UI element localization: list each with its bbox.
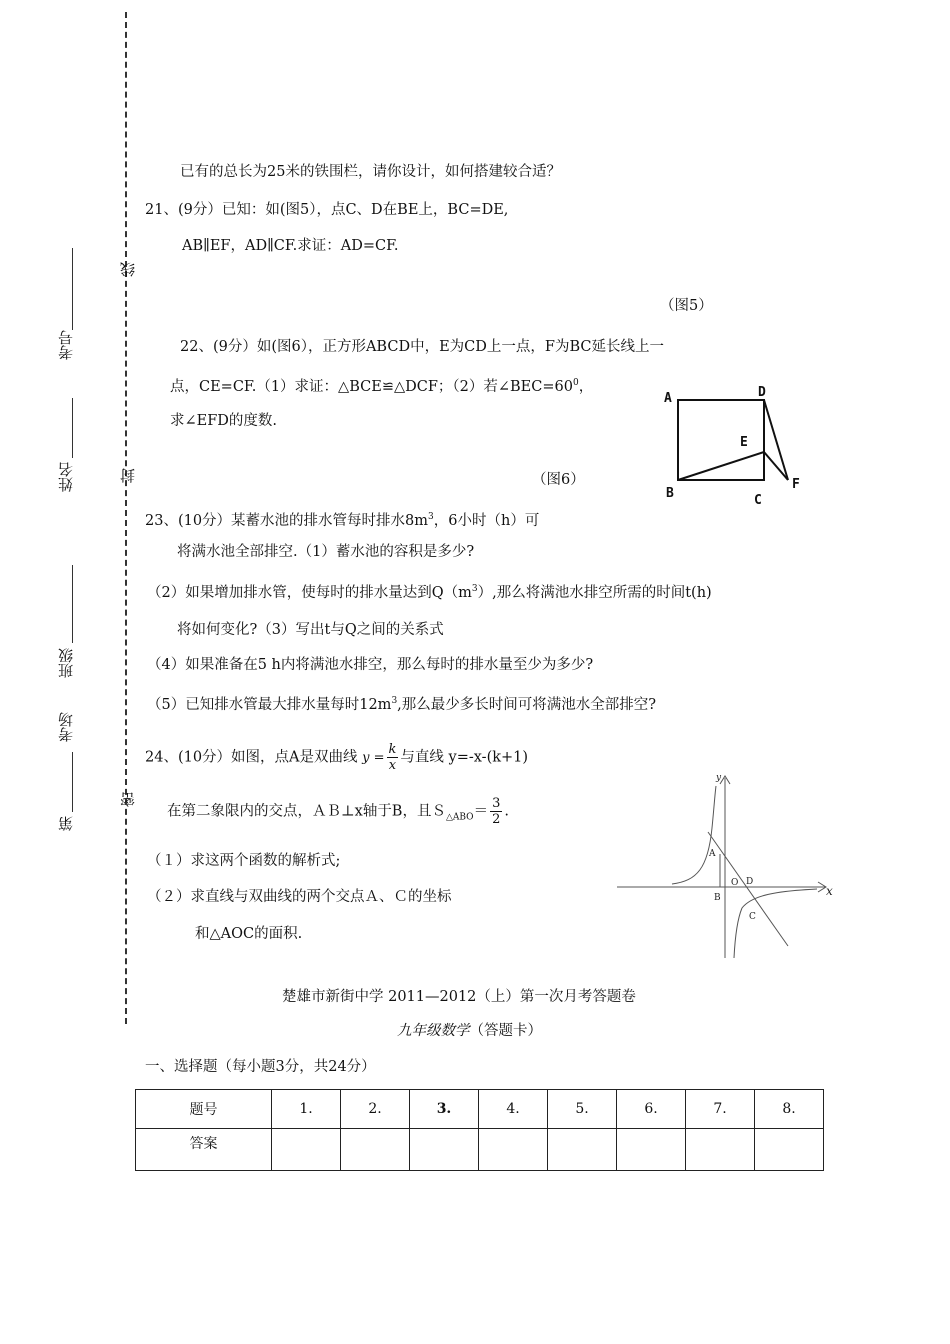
q21-line1: 21、(9分）已知：如(图5），点C、D在BE上，BC=DE, — [145, 202, 509, 218]
fig6-label-C: C — [754, 493, 762, 508]
q24-line1: 24、(10分）如图，点A是双曲线 y = $\frac{k}{x}$ 与直线 y=-x-(k+1) — [145, 742, 529, 773]
fig6-label-A: A — [664, 391, 672, 406]
feng-label: 封 — [119, 468, 137, 483]
answer-cell[interactable] — [479, 1129, 548, 1171]
answer-cell[interactable] — [341, 1129, 410, 1171]
q23-line4: 将如何变化?（3）写出t与Q之间的关系式 — [177, 622, 444, 638]
fig6-label-E: E — [740, 435, 748, 450]
answer-sheet-title: 楚雄市新街中学 2011—2012（上）第一次月考答题卷 — [282, 989, 636, 1005]
di-label: 第 — [57, 816, 75, 831]
question-number-cell: 7. — [686, 1090, 755, 1129]
answer-cell[interactable] — [548, 1129, 617, 1171]
graph-label-C: C — [749, 912, 756, 922]
q24-line4: （２）求直线与双曲线的两个交点Ａ、Ｃ的坐标 — [147, 889, 452, 905]
xingming-underline — [72, 398, 73, 458]
k-over-x-fraction: $\frac{k}{x}$ — [388, 742, 397, 773]
fig6-square-diagram — [660, 380, 810, 510]
fig6-label-B: B — [666, 486, 674, 501]
fig5-caption: （图5） — [660, 298, 713, 314]
mi-label: 密 — [119, 792, 137, 807]
xian-label: 线 — [119, 262, 137, 277]
graph-label-O: O — [731, 878, 739, 888]
banji-underline — [72, 565, 73, 643]
section-1-heading: 一、选择题（每小题3分，共24分） — [145, 1059, 376, 1075]
q22-line1: 22、(9分）如(图6），正方形ABCD中，E为CD上一点，F为BC延长线上一 — [180, 339, 664, 355]
fig6-label-D: D — [758, 385, 766, 400]
di-underline — [72, 752, 73, 812]
graph-label-A: A — [709, 849, 716, 859]
question-number-cell: 1. — [272, 1090, 341, 1129]
q23-line6: （5）已知排水管最大排水量每时$12m^3$,那么最少多长时间可将满池水全部排空? — [147, 696, 657, 713]
q22-line3: 求∠EFD的度数. — [170, 413, 278, 429]
q23-line3: （2）如果增加排水管，使每时的排水量达到$Q(m^3)$,那么将满池水排空所需的时间t(h) — [147, 584, 712, 601]
question-number-cell: 5. — [548, 1090, 617, 1129]
question-number-cell: 6. — [617, 1090, 686, 1129]
binding-dashed-line — [125, 12, 127, 1024]
answer-cell[interactable] — [617, 1129, 686, 1171]
q23-line1: 23、(10分）某蓄水池的排水管每时排水$8m^3$，6小时（h）可 — [145, 512, 540, 529]
question-number-cell: 4. — [479, 1090, 548, 1129]
q24-line2: 在第二象限内的交点，ＡＢ⊥x轴于B，且Ｓ$_{\triangle ABO}$＝ $\frac{3}{2}$ . — [167, 796, 509, 827]
kaochang-label: 考场 — [57, 712, 75, 742]
q24-line3: （１）求这两个函数的解析式; — [147, 853, 341, 869]
q21-line2: AB∥EF，AD∥CF.求证：AD=CF. — [182, 238, 399, 254]
question-number-cell: 2. — [341, 1090, 410, 1129]
fig6-caption: （图6） — [532, 472, 585, 488]
q20-continuation: 已有的总长为25米的铁围栏，请你设计，如何搭建较合适？ — [180, 164, 561, 180]
question-number-cell: 8. — [755, 1090, 824, 1129]
q24-hyperbola-graph — [612, 768, 842, 968]
table-row — [136, 1090, 824, 1129]
xingming-label: 姓名 — [57, 462, 75, 492]
q24-line5: 和△AOC的面积. — [195, 926, 303, 942]
question-number-cell: 3. — [410, 1090, 479, 1129]
banji-label: 班级 — [57, 648, 75, 678]
graph-label-B: B — [714, 893, 721, 903]
three-halves-fraction: $\frac{3}{2}$ — [492, 796, 501, 827]
table-row — [136, 1129, 824, 1171]
graph-label-D: D — [746, 877, 754, 887]
answer-grid — [135, 1089, 824, 1171]
answer-cell[interactable] — [410, 1129, 479, 1171]
fig6-label-F: F — [792, 477, 800, 492]
question-number-header: 题号 — [136, 1090, 272, 1129]
answer-cell[interactable] — [755, 1129, 824, 1171]
kaohao-label: 考号 — [57, 330, 75, 360]
graph-label-y: y — [716, 773, 722, 783]
q23-line5: （4）如果准备在5 h内将满池水排空，那么每时的排水量至少为多少? — [147, 657, 594, 673]
answer-sheet-subtitle: 九年级数学（答题卡） — [397, 1023, 542, 1039]
answer-header: 答案 — [136, 1129, 272, 1171]
answer-cell[interactable] — [272, 1129, 341, 1171]
kaohao-underline — [72, 248, 73, 330]
q22-line2: 点，CE=CF.（1）求证：△BCE≌△DCF；（2）若$\angle BEC=60^0$， — [170, 378, 594, 395]
answer-cell[interactable] — [686, 1129, 755, 1171]
graph-label-x: x — [826, 884, 833, 898]
q23-line2: 将满水池全部排空.（1）蓄水池的容积是多少? — [177, 544, 475, 560]
